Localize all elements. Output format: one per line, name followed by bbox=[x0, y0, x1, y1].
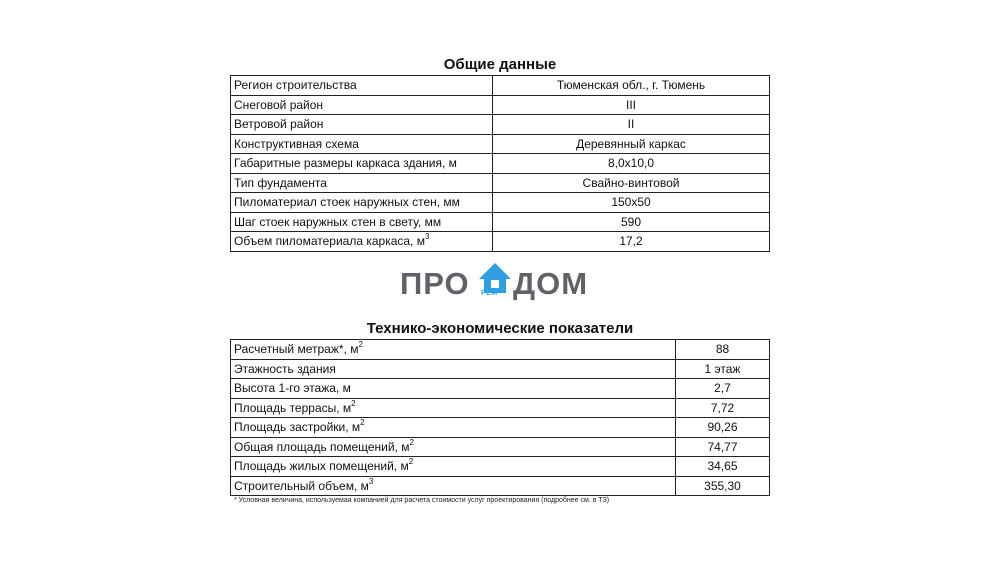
row-value: 17,2 bbox=[493, 232, 770, 252]
row-label: Снеговой район bbox=[231, 95, 493, 115]
row-label: Ветровой район bbox=[231, 115, 493, 135]
row-label-text: Строительный объем, м bbox=[234, 478, 369, 493]
unit-superscript: 2 bbox=[409, 437, 414, 447]
row-label-text: Общая площадь помещений, м bbox=[234, 439, 410, 454]
row-label bbox=[231, 340, 676, 360]
row-value: 34,65 bbox=[676, 457, 770, 477]
table-row bbox=[231, 134, 770, 154]
unit-superscript: 2 bbox=[408, 457, 414, 467]
row-label: Пиломатериал стоек наружных стен, мм bbox=[231, 193, 493, 213]
row-label-text: Площадь жилых помещений, м bbox=[234, 459, 409, 474]
row-value: 1 этаж bbox=[676, 359, 770, 379]
table-row bbox=[231, 193, 770, 213]
footnote: * Условная величина, используемая компанией для расчета стоимости услуг проектирования (подробнее см. в ТЗ) bbox=[234, 497, 610, 504]
row-label bbox=[231, 418, 676, 438]
row-label bbox=[231, 476, 676, 496]
table-row bbox=[231, 173, 770, 193]
table-row bbox=[231, 359, 770, 379]
row-value: 8,0х10,0 bbox=[493, 154, 770, 174]
tech-indicators-table bbox=[230, 339, 770, 496]
row-label: Этажность здания bbox=[231, 359, 676, 379]
row-value: 150х50 bbox=[493, 193, 770, 213]
row-label: Регион строительства bbox=[231, 76, 493, 96]
row-value: 90,26 bbox=[676, 418, 770, 438]
row-value: 7,72 bbox=[676, 398, 770, 418]
row-value: III bbox=[493, 95, 770, 115]
row-label bbox=[231, 398, 676, 418]
table-row bbox=[231, 212, 770, 232]
row-value: 88 bbox=[676, 340, 770, 360]
row-label-text: Площадь террасы, м bbox=[234, 400, 352, 415]
row-label: Конструктивная схема bbox=[231, 134, 493, 154]
prodom-logo bbox=[400, 262, 600, 302]
table-row bbox=[231, 398, 770, 418]
unit-superscript: 2 bbox=[351, 398, 356, 408]
unit-superscript: 2 bbox=[358, 340, 363, 350]
table-row bbox=[231, 340, 770, 360]
row-label bbox=[231, 232, 493, 252]
unit-superscript: 3 bbox=[368, 476, 374, 486]
row-label: Тип фундамента bbox=[231, 173, 493, 193]
row-value: 355,30 bbox=[676, 476, 770, 496]
row-label-text: Площадь застройки, м bbox=[234, 420, 361, 435]
row-label-text: Расчетный метраж*, м bbox=[234, 342, 359, 357]
row-value: Тюменская обл., г. Тюмень bbox=[493, 76, 770, 96]
table-row bbox=[231, 76, 770, 96]
table-row bbox=[231, 437, 770, 457]
logo-text-left: ПРО bbox=[400, 266, 470, 301]
row-value: II bbox=[493, 115, 770, 135]
row-label bbox=[231, 437, 676, 457]
table-row bbox=[231, 418, 770, 438]
row-value: 2,7 bbox=[676, 379, 770, 399]
unit-superscript: 2 bbox=[360, 418, 365, 428]
table-row bbox=[231, 232, 770, 252]
logo-subtext: РЕМ bbox=[481, 290, 498, 297]
table-row bbox=[231, 457, 770, 477]
general-data-title: Общие данные bbox=[443, 56, 557, 73]
tech-indicators-title: Технико-экономические показатели bbox=[366, 320, 634, 337]
row-label: Шаг стоек наружных стен в свету, мм bbox=[231, 212, 493, 232]
table-row bbox=[231, 379, 770, 399]
row-label bbox=[231, 457, 676, 477]
row-value: Деревянный каркас bbox=[493, 134, 770, 154]
row-label-text: Объем пиломатериала каркаса, м bbox=[234, 234, 425, 249]
table-row bbox=[231, 95, 770, 115]
row-value: 74,77 bbox=[676, 437, 770, 457]
logo-text-right: ДОМ bbox=[513, 266, 589, 301]
unit-superscript: 3 bbox=[424, 232, 430, 242]
row-value: Свайно-винтовой bbox=[493, 173, 770, 193]
row-label: Габаритные размеры каркаса здания, м bbox=[231, 154, 493, 174]
general-data-table bbox=[230, 75, 770, 252]
table-row bbox=[231, 154, 770, 174]
table-row bbox=[231, 476, 770, 496]
row-value: 590 bbox=[493, 212, 770, 232]
table-row bbox=[231, 115, 770, 135]
row-label: Высота 1-го этажа, м bbox=[231, 379, 676, 399]
